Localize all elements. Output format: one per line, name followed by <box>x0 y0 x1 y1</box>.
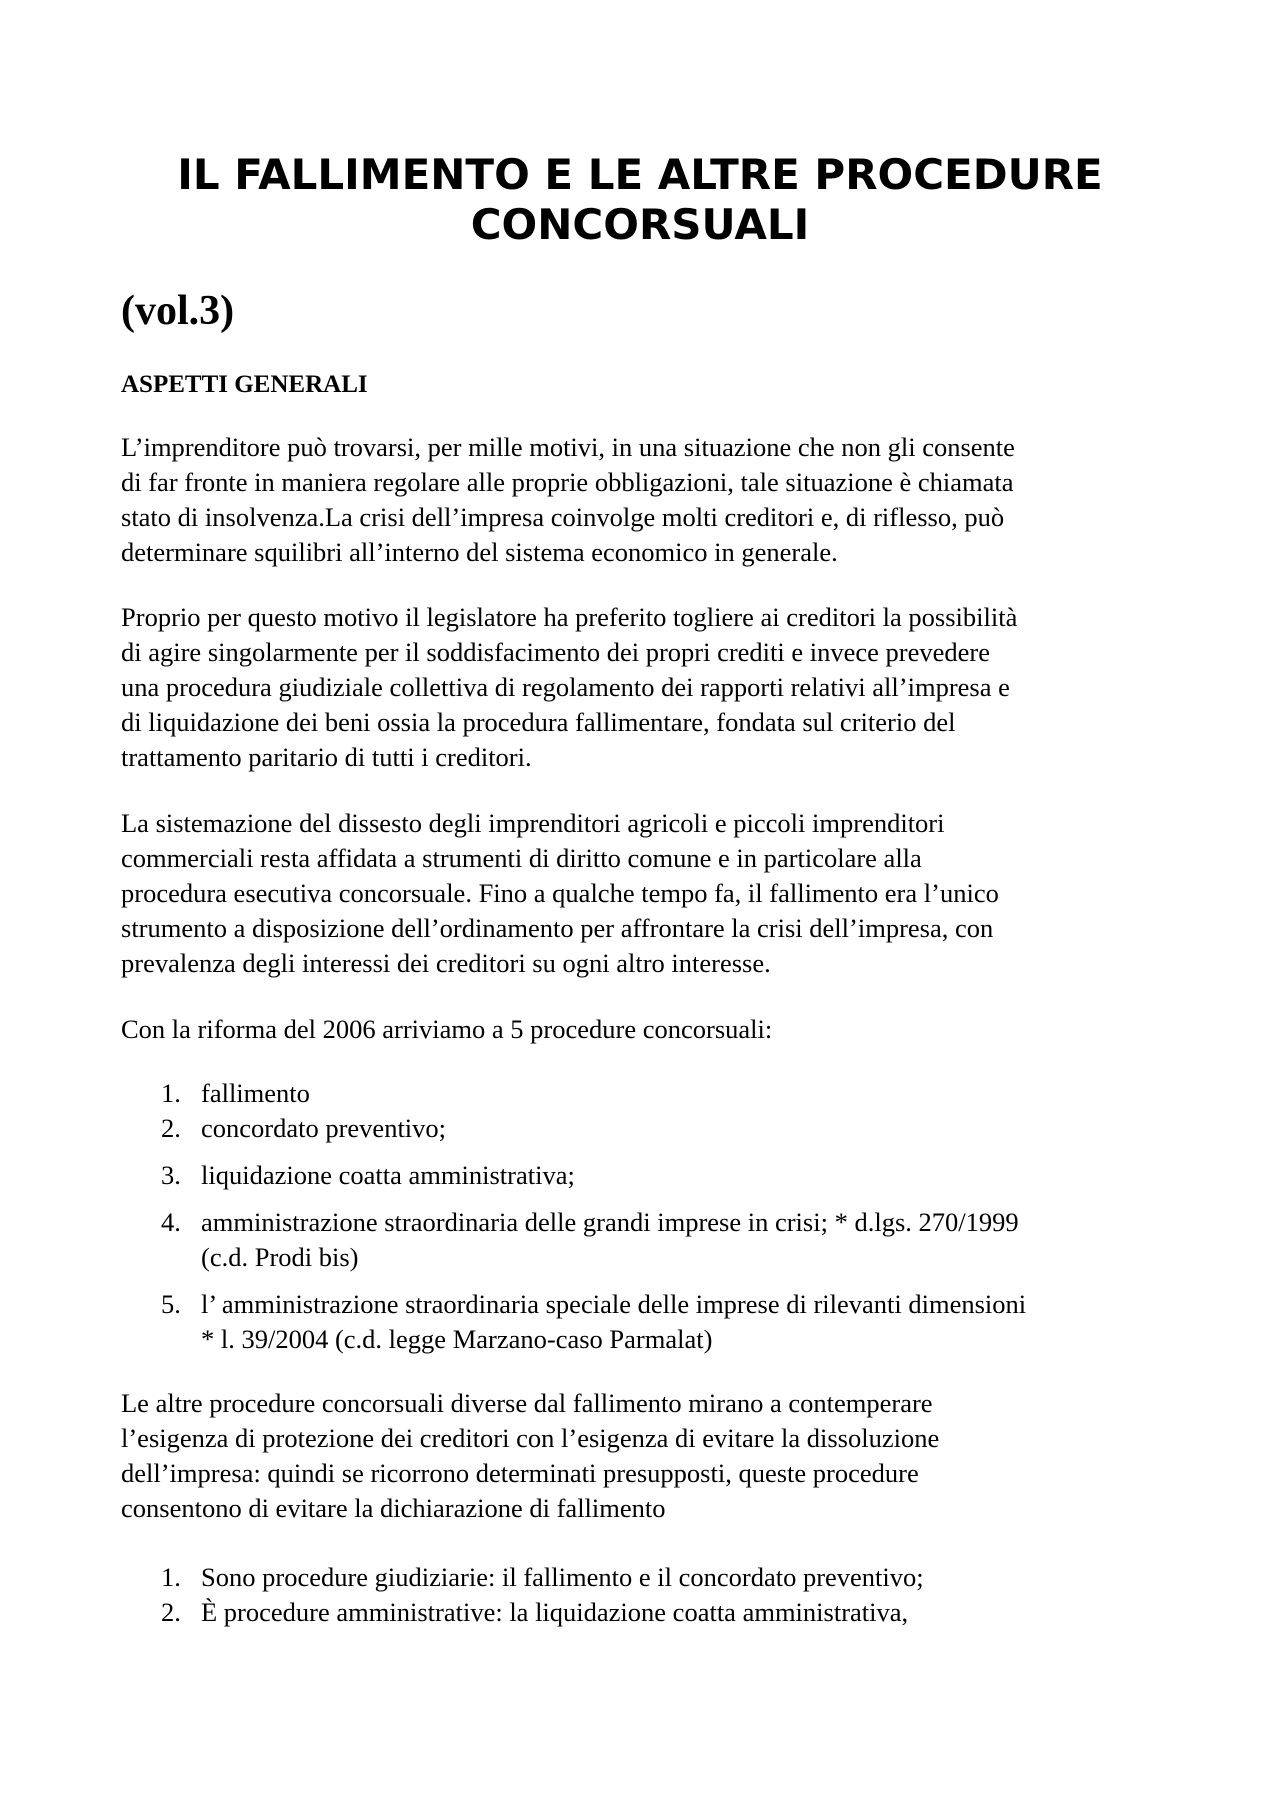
text-line: Con la riforma del 2006 arriviamo a 5 procedure concorsuali: <box>121 1014 773 1044</box>
list-text: l’ amministrazione straordinaria speciale delle imprese di rilevanti dimensioni <box>201 1289 1027 1319</box>
text-line: La sistemazione del dissesto degli imprenditori agricoli e piccoli imprenditori <box>121 808 945 838</box>
list-number: 5. <box>161 1289 181 1319</box>
page-title: IL FALLIMENTO E LE ALTRE PROCEDURE CONCORSUALI <box>177 150 1103 249</box>
text-line: una procedura giudiziale collettiva di regolamento dei rapporti relativi all’impresa e <box>121 672 1010 702</box>
text-line: di agire singolarmente per il soddisfacimento dei propri crediti e invece prevedere <box>121 637 991 667</box>
list-text: È procedure amministrative: la liquidazione coatta amministrativa, <box>201 1597 909 1627</box>
list-text: amministrazione straordinaria delle grandi imprese in crisi; * d.lgs. 270/1999 <box>201 1207 1019 1237</box>
list-number: 3. <box>161 1160 181 1190</box>
list-item <box>121 1560 1161 1595</box>
list-number: 2. <box>161 1597 181 1627</box>
procedures-list <box>121 1076 1161 1357</box>
text-line: di far fronte in maniera regolare alle proprie obbligazioni, tale situazione è chiamata <box>121 467 1014 497</box>
list-item <box>121 1205 1161 1275</box>
text-line: consentono di evitare la dichiarazione di fallimento <box>121 1493 666 1523</box>
text-line: Proprio per questo motivo il legislatore ha preferito togliere ai creditori la possibilità <box>121 602 1018 632</box>
text-line: L’imprenditore può trovarsi, per mille motivi, in una situazione che non gli consente <box>121 432 1015 462</box>
text-line: determinare squilibri all’interno del sistema economico in generale. <box>121 537 838 567</box>
list-text: fallimento <box>201 1078 310 1108</box>
text-line: procedura esecutiva concorsuale. Fino a qualche tempo fa, il fallimento era l’unico <box>121 878 999 908</box>
list-number: 4. <box>161 1207 181 1237</box>
text-line: prevalenza degli interessi dei creditori su ogni altro interesse. <box>121 948 771 978</box>
paragraph-reform <box>121 1012 1161 1047</box>
list-text: (c.d. Prodi bis) <box>201 1242 359 1272</box>
section-heading: ASPETTI GENERALI <box>121 371 368 398</box>
text-line: Le altre procedure concorsuali diverse dal fallimento mirano a contemperare <box>121 1388 933 1418</box>
list-number: 1. <box>161 1078 181 1108</box>
text-line: trattamento paritario di tutti i creditori. <box>121 742 532 772</box>
list-item <box>121 1158 1161 1193</box>
procedure-types-list <box>121 1560 1161 1630</box>
text-line: di liquidazione dei beni ossia la procedura fallimentare, fondata sul criterio del <box>121 707 956 737</box>
list-number: 2. <box>161 1113 181 1143</box>
volume-label: (vol.3) <box>121 288 235 334</box>
list-text: liquidazione coatta amministrativa; <box>201 1160 575 1190</box>
paragraph-other-procedures <box>121 1386 1161 1526</box>
text-line: dell’impresa: quindi se ricorrono determinati presupposti, queste procedure <box>121 1458 919 1488</box>
paragraph-insolvency <box>121 430 1161 570</box>
text-line: stato di insolvenza.La crisi dell’impresa coinvolge molti creditori e, di riflesso, può <box>121 502 1005 532</box>
list-text: Sono procedure giudiziarie: il fallimento e il concordato preventivo; <box>201 1562 924 1592</box>
list-item <box>121 1076 1161 1111</box>
paragraph-agricultural <box>121 806 1161 981</box>
list-item <box>121 1111 1161 1146</box>
list-item <box>121 1595 1161 1630</box>
paragraph-legislator <box>121 600 1161 775</box>
text-line: l’esigenza di protezione dei creditori con l’esigenza di evitare la dissoluzione <box>121 1423 940 1453</box>
list-number: 1. <box>161 1562 181 1592</box>
list-text: concordato preventivo; <box>201 1113 447 1143</box>
text-line: commerciali resta affidata a strumenti di diritto comune e in particolare alla <box>121 843 922 873</box>
text-line: strumento a disposizione dell’ordinamento per affrontare la crisi dell’impresa, con <box>121 913 994 943</box>
list-text: * l. 39/2004 (c.d. legge Marzano-caso Parmalat) <box>201 1324 713 1354</box>
list-item <box>121 1287 1161 1357</box>
